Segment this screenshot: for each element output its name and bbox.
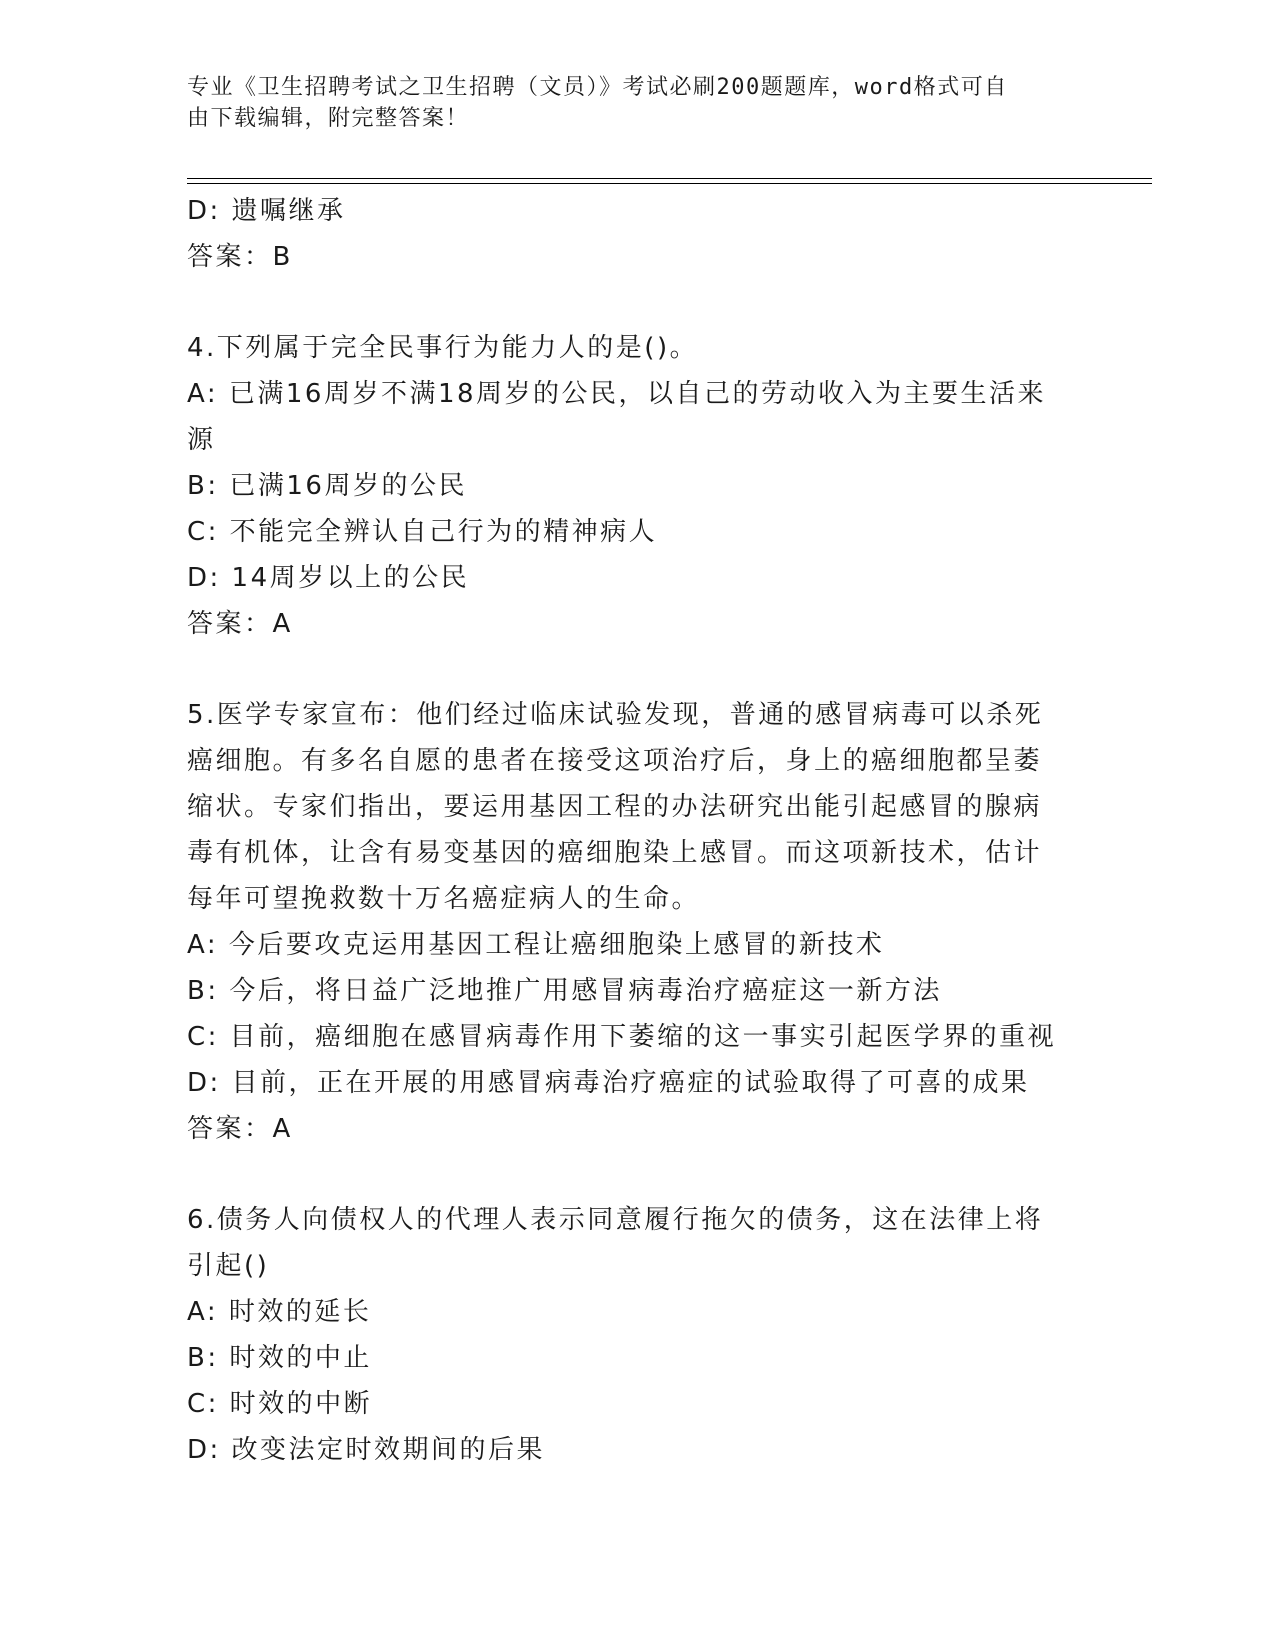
- option-line: D: 目前，正在开展的用感冒病毒治疗癌症的试验取得了可喜的成果: [187, 1068, 1030, 1098]
- question-5: [187, 692, 1087, 1152]
- option-line: A: 时效的延长: [187, 1297, 372, 1327]
- option-line: C: 不能完全辨认自己行为的精神病人: [187, 517, 658, 547]
- option-line: 源: [187, 425, 216, 455]
- header-line-1: 专业《卫生招聘考试之卫生招聘（文员）》考试必刷200题题库，word格式可自: [187, 75, 1008, 100]
- option-line: A: 今后要攻克运用基因工程让癌细胞染上感冒的新技术: [187, 930, 885, 960]
- option-line: B: 已满16周岁的公民: [187, 471, 467, 501]
- question-gap: [187, 1152, 1087, 1197]
- page-header: [187, 72, 1067, 134]
- prev-question-tail: [187, 188, 1087, 280]
- question-stem-line: 癌细胞。有多名自愿的患者在接受这项治疗后，身上的癌细胞都呈萎: [187, 746, 1043, 776]
- option-line: B: 今后，将日益广泛地推广用感冒病毒治疗癌症这一新方法: [187, 976, 942, 1006]
- header-divider: [187, 178, 1152, 184]
- option-line: C: 目前，癌细胞在感冒病毒作用下萎缩的这一事实引起医学界的重视: [187, 1022, 1057, 1052]
- answer-line: 答案：A: [187, 609, 293, 639]
- option-line: B: 时效的中止: [187, 1343, 372, 1373]
- option-d: D: 遗嘱继承: [187, 196, 346, 226]
- question-gap: [187, 647, 1087, 692]
- option-line: A: 已满16周岁不满18周岁的公民，以自己的劳动收入为主要生活来: [187, 379, 1047, 409]
- question-stem-line: 4.下列属于完全民事行为能力人的是()。: [187, 333, 699, 363]
- option-line: D: 14周岁以上的公民: [187, 563, 470, 593]
- question-4: [187, 325, 1087, 647]
- option-line: C: 时效的中断: [187, 1389, 373, 1419]
- answer-line: 答案：A: [187, 1114, 293, 1144]
- document-body: [187, 188, 1087, 1473]
- option-line: D: 改变法定时效期间的后果: [187, 1435, 546, 1465]
- question-stem-line: 引起(): [187, 1251, 270, 1281]
- question-stem-line: 6.债务人向债权人的代理人表示同意履行拖欠的债务，这在法律上将: [187, 1205, 1044, 1235]
- question-stem-line: 毒有机体，让含有易变基因的癌细胞染上感冒。而这项新技术，估计: [187, 838, 1043, 868]
- answer-line: 答案：B: [187, 242, 293, 272]
- question-stem-line: 缩状。专家们指出，要运用基因工程的办法研究出能引起感冒的腺病: [187, 792, 1043, 822]
- question-6: [187, 1197, 1087, 1473]
- header-line-2: 由下载编辑，附完整答案！: [187, 106, 470, 131]
- question-stem-line: 每年可望挽救数十万名癌症病人的生命。: [187, 884, 701, 914]
- question-gap: [187, 280, 1087, 325]
- question-stem-line: 5.医学专家宣布：他们经过临床试验发现，普通的感冒病毒可以杀死: [187, 700, 1044, 730]
